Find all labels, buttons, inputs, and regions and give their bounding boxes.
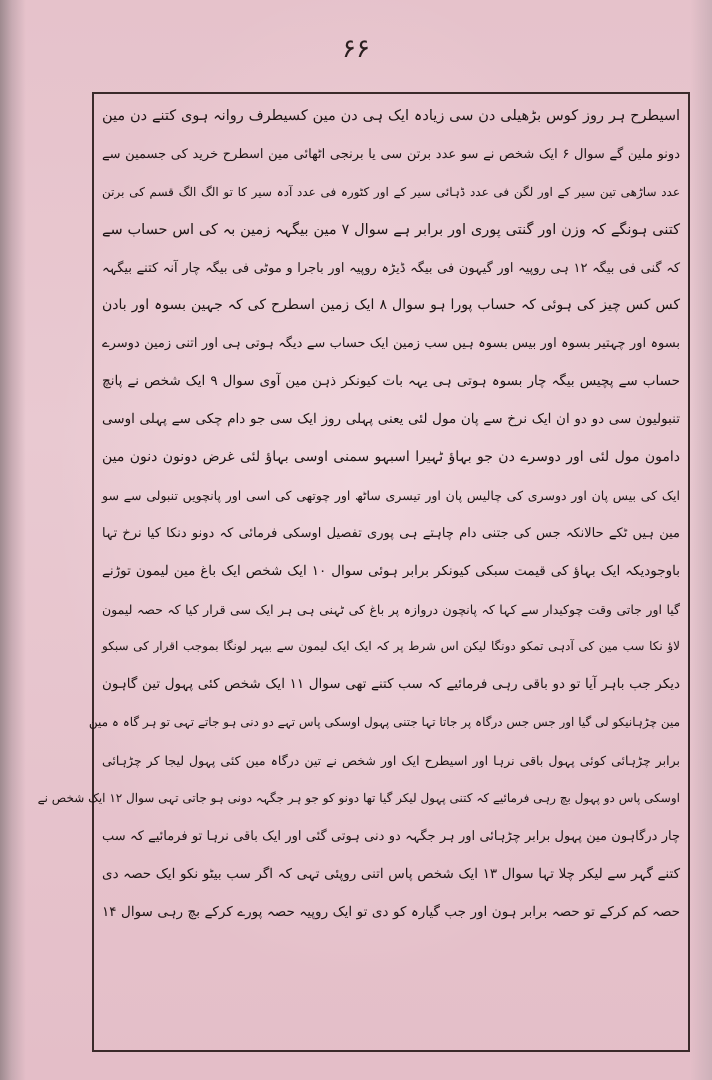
text-line: حساب سے پچیس بیگہ چار بسوہ ہوتی ہی یہہ بات کیونکر ذہن مین آوی سوال ۹ ایک شخص نے پانچ xyxy=(102,373,680,390)
text-line: عدد ساڑھی تین سیر کے اور لگن فی عدد ڈہائی سیر کے اور کٹورہ فی عدد آدہ سیر کا تو الگ الگ قسم کی برتن xyxy=(102,184,680,199)
text-line: ایک کی بیس پان اور دوسری کی چالیس پان اور تیسری ساٹھ اور چوتھی کی اسی اور پانچویں تنبولی سے سو xyxy=(102,487,680,503)
page-number: ۶۶ xyxy=(342,34,370,64)
text-line: مین ہیں ٹکے حالانکہ جس کی جتنی دام چاہتے ہی پوری تفصیل اوسکی فرمائی کہ دونو دنکا کیا نرخ تہا xyxy=(102,525,680,541)
text-line: اوسکی پاس دو پہول بچ رہی فرمائیے کہ کتنی پہول لیکر گیا تھا دونو کو جو ہر جگہہ دونی ہو جاتی تہی سوال ۱۲ ایک شخص نے xyxy=(37,791,680,806)
text-line: کس کس چیز کی ہوئی کہ حساب پورا ہو سوال ۸ ایک زمین اسطرح کی کہ جہین بسوہ اور بادن xyxy=(102,297,680,314)
page-edge-right xyxy=(690,0,712,1080)
text-line: لاؤ نکا سب مین کی آدہی تمکو دونگا لیکن اس شرط پر کہ ایک ایک لیمون سے بیہر لونگا بموجب اقرار کی سبکو xyxy=(102,639,680,654)
text-line: کتنے گہر سے لیکر چلا تہا سوال ۱۳ ایک شخص پاس اتنی روپئی تہی کہ اگر سب بیٹو نکو ایک حصہ دی xyxy=(102,865,681,882)
text-line: بسوہ اور چہتیر بسوہ اور بیس بسوہ ہیں سب زمین ایک حساب سے دیگہ ہوتی ہی اور اتنی زمین دوسرے xyxy=(102,336,680,352)
binding-edge-left xyxy=(0,0,26,1080)
text-block xyxy=(37,98,684,1048)
text-line: دامون مول لئی اور دوسرے دن جو بہاؤ ٹہیرا اسبہو سمنی اوسی بہاؤ لئی غرض دونون دنون مین xyxy=(102,449,680,466)
text-line: گیا اور جاتی وقت چوکیدار سے کہا کہ پانچون دروازہ پر باغ کی ٹہنی ہی ہر ایک سی قرار کیا کہ حصہ لیمون xyxy=(102,601,680,617)
text-line: کہ گنی فی بیگہ ۱۲ ہی روپیہ اور گیہون فی بیگہ ڈیڑہ روپیہ اور باجرا و موٹی فی بیگہ چار آنہ کتنے بیگہہ xyxy=(102,260,681,276)
text-line: اسیطرح ہر روز کوس بڑھیلی دن سی زیادہ ایک ہی دن مین کسیطرف روانہ ہوی کتنے دن مین xyxy=(102,108,680,124)
text-line: چار درگاہون مین پہول برابر چڑہائی اور ہر جگہہ دو دنی ہوتی گئی اور ایک باقی نرہا تو فرمائیے کہ سب xyxy=(102,828,680,844)
text-line: حصہ کم کرکے تو حصہ برابر ہون اور جب گیارہ کو دی تو ایک روپیہ حصہ پورے کرکے بچ رہی سوال ۱۴ xyxy=(102,903,680,920)
text-line: باوجودیکہ ایک بہاؤ کی قیمت سبکی کیونکر برابر ہوئی سوال ۱۰ ایک شخص ایک باغ مین لیمون توڑنے xyxy=(102,562,680,579)
text-line: دیکر جب باہر آیا تو دو باقی رہی فرمائیے کہ سب کتنے تھی سوال ۱۱ ایک شخص کئی پہول تین گاہون xyxy=(102,676,680,693)
text-line: برابر چڑہائی کوئی پہول باقی نرہا اور اسیطرح ایک اور شخص نے تین درگاہ مین کئی پہول لیجا کر چڑہائی xyxy=(102,753,680,769)
text-line: کتنی ہونگے کہ وزن اور گنتی پوری اور برابر ہے سوال ۷ مین بیگہہ زمین بہ کی اس حساب سے xyxy=(102,221,680,238)
text-line: تنبولیون سی دو دو ان ایک نرخ سے پان مول لئی یعنی پہلی روز ایک سی جو دام چکی سے پہلی اوسی xyxy=(102,411,680,428)
text-line: مین چڑہانیکو لی گیا اور جس جس درگاہ پر جاتا تہا جتنی پہول اوسکی پاس تہے دو دنی ہو جاتے تہی تو ہر گاہ ہ مین xyxy=(88,715,680,730)
text-line: دونو ملین گے سوال ۶ ایک شخص نے سو عدد برتن سی یا برنجی اٹھائی مین اسطرح خرید کی جسمین سے xyxy=(102,146,680,162)
